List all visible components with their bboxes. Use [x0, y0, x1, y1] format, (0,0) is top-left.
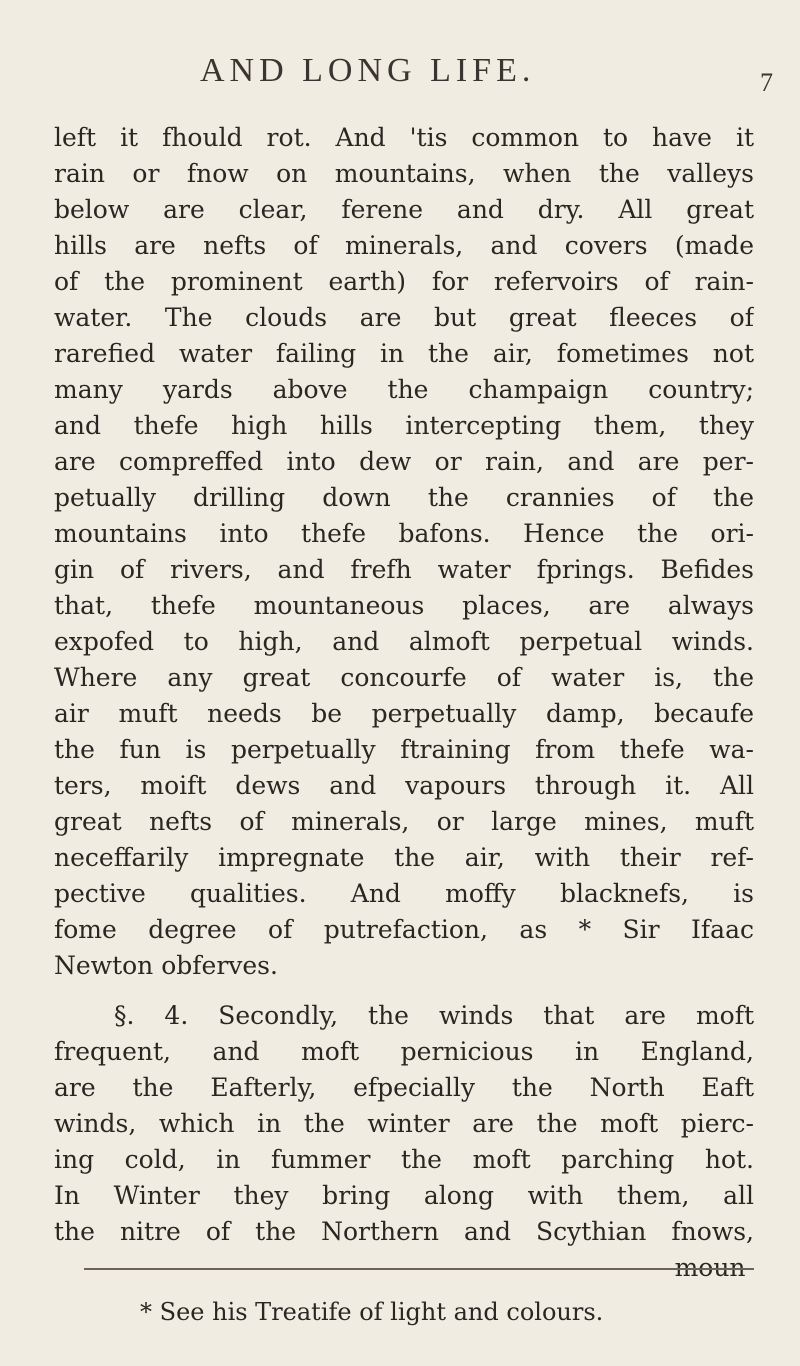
- text-line: ters, moift dews and vapours through it. All: [54, 771, 754, 800]
- running-head: AND LONG LIFE.: [200, 52, 536, 89]
- text-line: winds, which in the winter are the moft pierc-: [54, 1109, 754, 1138]
- footnote: * See his Treatife of light and colours.: [140, 1298, 604, 1326]
- text-line: are the Eafterly, efpecially the North Eaft: [54, 1073, 754, 1102]
- text-line: fome degree of putrefaction, as * Sir Ifaac: [54, 915, 754, 944]
- text-line: Where any great concourfe of water is, the: [54, 663, 754, 692]
- text-line: rarefied water failing in the air, fometimes not: [54, 339, 754, 368]
- paragraph-2: [54, 998, 754, 1286]
- section-line: §. 4. Secondly, the winds that are moft: [114, 1001, 754, 1030]
- catchword: moun-: [674, 1253, 754, 1282]
- text-line: expofed to high, and almoft perpetual winds.: [54, 627, 754, 656]
- text-line: neceffarily impregnate the air, with their ref-: [54, 843, 754, 872]
- text-line: below are clear, ferene and dry. All great: [54, 195, 754, 224]
- text-line: many yards above the champaign country;: [54, 375, 754, 404]
- text-line: are compreffed into dew or rain, and are per-: [54, 447, 754, 476]
- text-line: water. The clouds are but great fleeces of: [54, 303, 754, 332]
- body-text: [54, 120, 754, 1286]
- text-line: hills are nefts of minerals, and covers (made: [54, 231, 754, 260]
- text-line: left it fhould rot. And 'tis common to have it: [54, 123, 754, 152]
- text-line: mountains into thefe bafons. Hence the ori-: [54, 519, 754, 548]
- text-line: the nitre of the Northern and Scythian fnows,: [54, 1217, 754, 1246]
- text-line: of the prominent earth) for refervoirs of rain-: [54, 267, 754, 296]
- text-line: pective qualities. And moffy blacknefs, is: [54, 879, 754, 908]
- text-line: ing cold, in fummer the moft parching hot.: [54, 1145, 754, 1174]
- text-line: gin of rivers, and frefh water fprings. Befides: [54, 555, 754, 584]
- text-line: frequent, and moft pernicious in England,: [54, 1037, 754, 1066]
- paragraph-1: [54, 120, 754, 984]
- text-line: and thefe high hills intercepting them, they: [54, 411, 754, 440]
- text-line: rain or fnow on mountains, when the valleys: [54, 159, 754, 188]
- text-line: great nefts of minerals, or large mines, muft: [54, 807, 754, 836]
- text-line: Newton obferves.: [54, 951, 278, 980]
- text-line: air muft needs be perpetually damp, becaufe: [54, 699, 754, 728]
- text-line: In Winter they bring along with them, all: [54, 1181, 754, 1210]
- text-line: petually drilling down the crannies of the: [54, 483, 754, 512]
- text-line: the fun is perpetually ftraining from thefe wa-: [54, 735, 754, 764]
- footnote-rule: [84, 1268, 754, 1270]
- text-line: that, thefe mountaneous places, are always: [54, 591, 754, 620]
- page-mark: 7: [760, 68, 773, 97]
